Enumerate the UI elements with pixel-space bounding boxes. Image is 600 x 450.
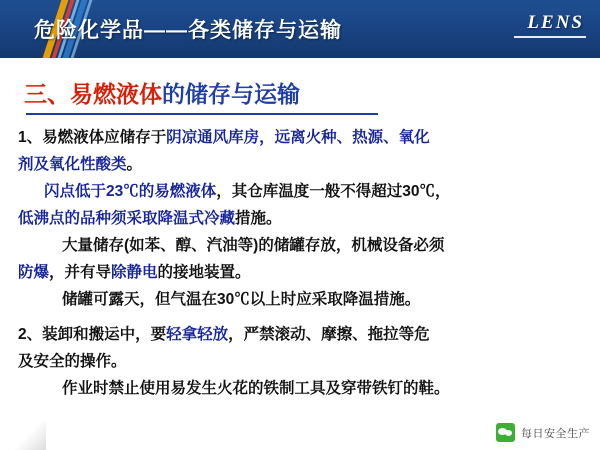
item1-text-b1: 闪点低于23℃的易燃液体 bbox=[44, 182, 217, 200]
brand-underline bbox=[514, 36, 586, 38]
section-number: 三、 bbox=[24, 81, 70, 107]
item2-text-a2: 轻拿轻放 bbox=[166, 325, 229, 343]
paragraph-item1-line2 bbox=[18, 152, 586, 177]
watermark bbox=[496, 423, 590, 442]
item1-number: 1、 bbox=[18, 128, 43, 146]
paragraph-item1-line7 bbox=[18, 287, 586, 312]
section-highlight: 易燃液体 bbox=[70, 81, 162, 107]
item2-text-a4: 及安全的操作。 bbox=[18, 352, 127, 370]
paragraph-item1-line1 bbox=[18, 125, 586, 150]
item1-text-a3: 剂及氧化性酸类 bbox=[18, 155, 127, 173]
item1-text-d1: 储罐可露天，但气温在30℃以上时应采取降温措施。 bbox=[62, 291, 421, 309]
section-title-underline bbox=[26, 113, 378, 115]
slide-body bbox=[0, 58, 600, 401]
item2-number: 2、 bbox=[18, 325, 43, 343]
item2-text-b1: 作业时禁止使用易发生火花的铁制工具及穿带铁钉的鞋。 bbox=[62, 379, 450, 397]
item2-text-a3: ，严禁滚动、摩擦、拖拉等危 bbox=[228, 325, 430, 343]
item1-text-c3: ，并有导 bbox=[49, 264, 112, 282]
paragraph-item1-line4 bbox=[18, 206, 586, 231]
paragraph-item2-line3 bbox=[18, 376, 586, 401]
paragraph-item1-line5 bbox=[18, 233, 586, 258]
item1-text-c5: 的接地装置。 bbox=[157, 264, 251, 282]
item1-text-a1: 易燃液体应储存于 bbox=[42, 128, 167, 146]
item1-text-b2: ，其仓库温度一般不得超过30℃， bbox=[216, 182, 451, 200]
item1-text-b3: 低沸点的品种须采取降温式冷藏 bbox=[18, 210, 236, 228]
header-title: 危险化学品——各类储存与运输 bbox=[34, 19, 342, 42]
section-title bbox=[24, 80, 586, 109]
item1-text-b4: 措施。 bbox=[235, 210, 282, 228]
paragraph-item1-line6 bbox=[18, 260, 586, 285]
item1-text-c4: 除静电 bbox=[111, 264, 158, 282]
paragraph-item1-line3 bbox=[18, 179, 586, 204]
brand-logo: LENS bbox=[527, 12, 584, 33]
paragraph-item2-line2 bbox=[18, 349, 586, 374]
leaf-icon bbox=[496, 423, 515, 442]
section-rest: 的储存与运输 bbox=[162, 81, 300, 107]
item1-text-a4: 。 bbox=[126, 155, 143, 173]
item1-text-a2: 阴凉通风库房，远离火种、热源、氧化 bbox=[166, 128, 430, 146]
corner-shadow bbox=[0, 420, 46, 450]
item2-text-a1: 装卸和搬运中，要 bbox=[42, 325, 167, 343]
watermark-label: 每日安全生产 bbox=[521, 427, 590, 440]
slide-header bbox=[0, 0, 600, 58]
paragraph-item2-line1 bbox=[18, 322, 586, 347]
item1-text-c2: 防爆 bbox=[18, 264, 50, 282]
item1-text-c1: 大量储存(如苯、醇、汽油等)的储罐存放，机械设备必须 bbox=[62, 237, 445, 255]
